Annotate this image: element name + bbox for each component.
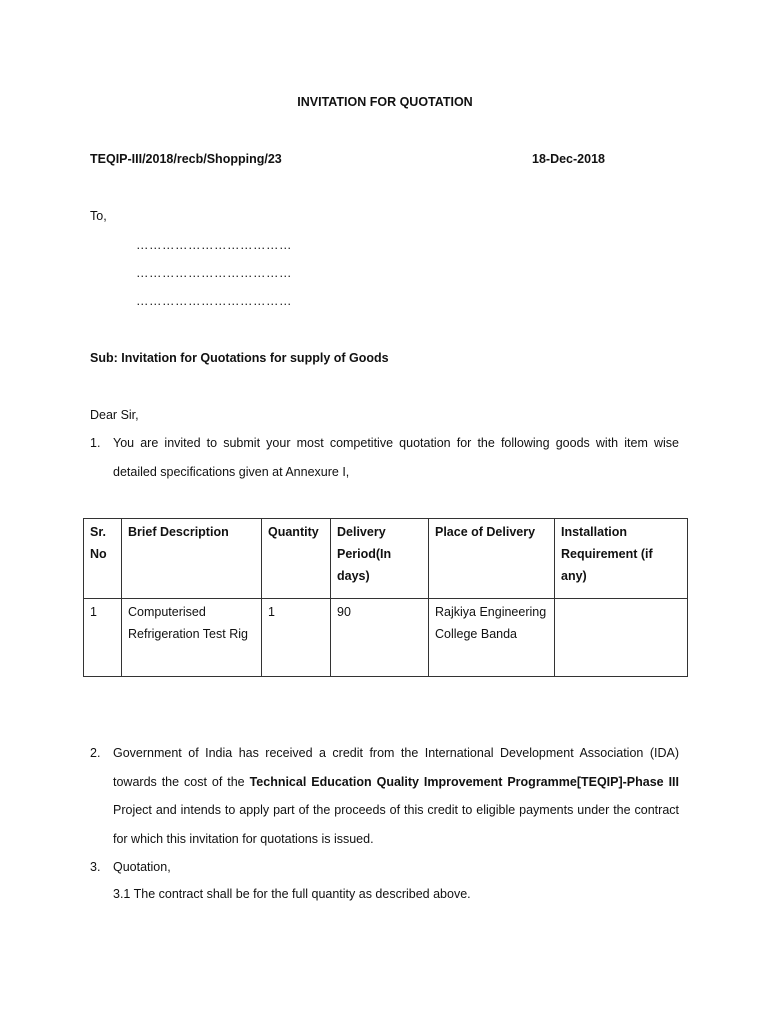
item-2-number: 2. [90, 746, 101, 760]
item-3-number: 3. [90, 860, 101, 874]
header-sr-no: Sr. No [84, 519, 122, 599]
header-place-of-delivery: Place of Delivery [429, 519, 555, 599]
goods-table [83, 518, 688, 677]
item-1-number: 1. [90, 436, 101, 450]
document-title: INVITATION FOR QUOTATION [297, 95, 473, 109]
cell-quantity: 1 [262, 599, 331, 677]
item-2-programme-name: Technical Education Quality Improvement Programme[TEQIP]-Phase III [249, 774, 679, 789]
cell-delivery-period: 90 [331, 599, 429, 677]
item-3-text: Quotation, [113, 860, 171, 874]
subject-line: Sub: Invitation for Quotations for supply of Goods [90, 351, 389, 365]
table-header-row [84, 519, 688, 599]
table-row [84, 599, 688, 677]
header-delivery-period: Delivery Period(In days) [331, 519, 429, 599]
cell-installation-requirement [555, 599, 688, 677]
item-1-text: You are invited to submit your most competitive quotation for the following goods with item wise detailed specifications given at Annexure I, [113, 436, 679, 479]
address-line-3: ……………………………… [136, 294, 292, 308]
item-2-text [113, 739, 679, 853]
cell-sr-no: 1 [84, 599, 122, 677]
item-3-1-text: 3.1 The contract shall be for the full quantity as described above. [113, 887, 471, 901]
header-brief-description: Brief Description [122, 519, 262, 599]
salutation: Dear Sir, [90, 408, 139, 422]
address-line-1: ……………………………… [136, 238, 292, 252]
header-installation-requirement: Installation Requirement (if any) [555, 519, 688, 599]
reference-number: TEQIP-III/2018/recb/Shopping/23 [90, 152, 282, 166]
cell-place-of-delivery: Rajkiya Engineering College Banda [429, 599, 555, 677]
item-2-text-start: Government of India has received a credit from the International Development Association (IDA) towards the cost of the [113, 746, 679, 789]
addressee-label: To, [90, 209, 107, 223]
item-2-text-end: Project and intends to apply part of the proceeds of this credit to eligible payments under the contract for which this invitation for quotations is issued. [113, 803, 679, 846]
address-line-2: ……………………………… [136, 266, 292, 280]
header-quantity: Quantity [262, 519, 331, 599]
cell-brief-description: Computerised Refrigeration Test Rig [122, 599, 262, 677]
document-date: 18-Dec-2018 [532, 152, 605, 166]
